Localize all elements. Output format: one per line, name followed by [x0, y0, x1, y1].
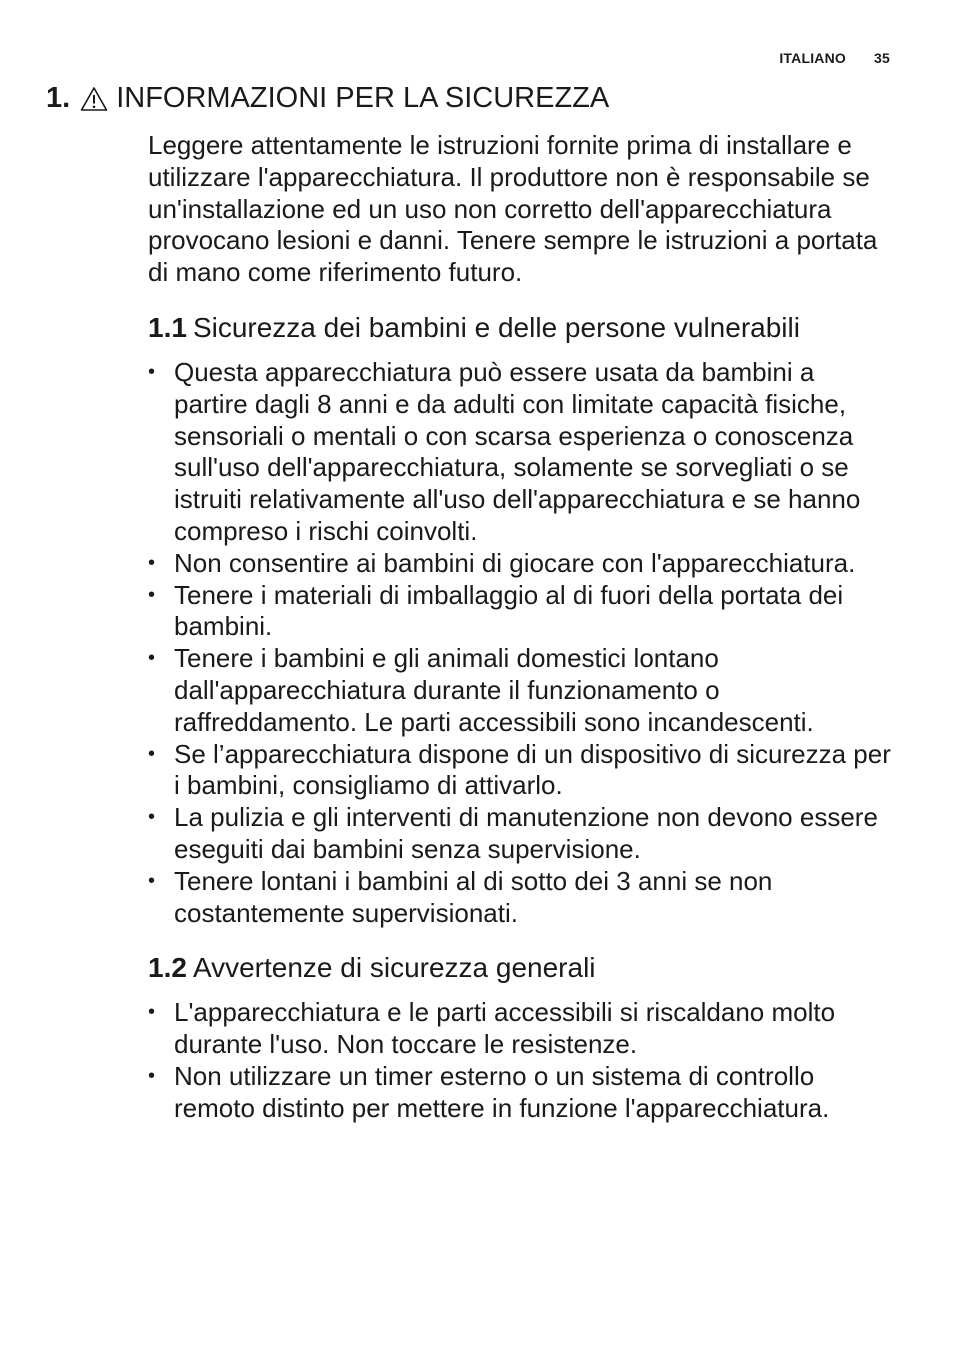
list-item: • Non consentire ai bambini di giocare con l'apparecchiatura. — [148, 548, 893, 580]
section-1-2 — [148, 951, 893, 1124]
bullet-list — [148, 357, 893, 929]
bullet-list — [148, 997, 893, 1124]
list-item: • Questa apparecchiatura può essere usata da bambini a partire dagli 8 anni e da adulti con limitate capacità fisiche, sensoriali o mentali o con scarsa esperienza o conoscenza sull'uso dell'apparecchiatura, solamente se sorvegliati o se istruiti relativamente all'uso dell'apparecchiatura e se hanno compreso i rischi coinvolti. — [148, 357, 893, 548]
list-item: • L'apparecchiatura e le parti accessibili si riscaldano molto durante l'uso. Non toccare le resistenze. — [148, 997, 893, 1061]
list-item: • Tenere lontani i bambini al di sotto dei 3 anni se non costantemente supervisionati. — [148, 866, 893, 930]
page-title — [46, 82, 609, 115]
chapter-title: INFORMAZIONI PER LA SICUREZZA — [116, 82, 610, 114]
language-label: ITALIANO — [779, 50, 847, 66]
section-number: 1.2 — [148, 952, 187, 984]
section-title-text: Avvertenze di sicurezza generali — [192, 952, 596, 984]
section-number: 1.1 — [148, 311, 187, 343]
warning-triangle-icon — [80, 86, 108, 112]
page-header — [779, 50, 890, 66]
page-number: 35 — [874, 50, 890, 66]
list-item: • Tenere i materiali di imballaggio al di fuori della portata dei bambini. — [148, 580, 893, 644]
section-title — [148, 951, 893, 985]
section-1-1 — [148, 311, 893, 929]
intro-paragraph: Leggere attentamente le istruzioni fornite prima di installare e utilizzare l'apparecchiatura. Il produttore non è responsabile se un'installazione ed un uso non corretto dell'apparecchiatura provocano lesioni e danni. Tenere sempre le istruzioni a portata di mano come riferimento futuro. — [148, 130, 878, 288]
list-item: • La pulizia e gli interventi di manutenzione non devono essere eseguiti dai bambini senza supervisione. — [148, 802, 893, 866]
list-item: • Non utilizzare un timer esterno o un sistema di controllo remoto distinto per mettere in funzione l'apparecchiatura. — [148, 1061, 893, 1125]
list-item: • Se l’apparecchiatura dispone di un dispositivo di sicurezza per i bambini, consigliamo di attivarlo. — [148, 739, 893, 803]
list-item: • Tenere i bambini e gli animali domestici lontano dall'apparecchiatura durante il funzionamento o raffreddamento. Le parti accessibili sono incandescenti. — [148, 643, 893, 738]
page-content — [148, 130, 893, 1125]
section-title-text: Sicurezza dei bambini e delle persone vulnerabili — [192, 311, 800, 343]
chapter-number: 1. — [46, 82, 71, 114]
section-title — [148, 311, 893, 345]
